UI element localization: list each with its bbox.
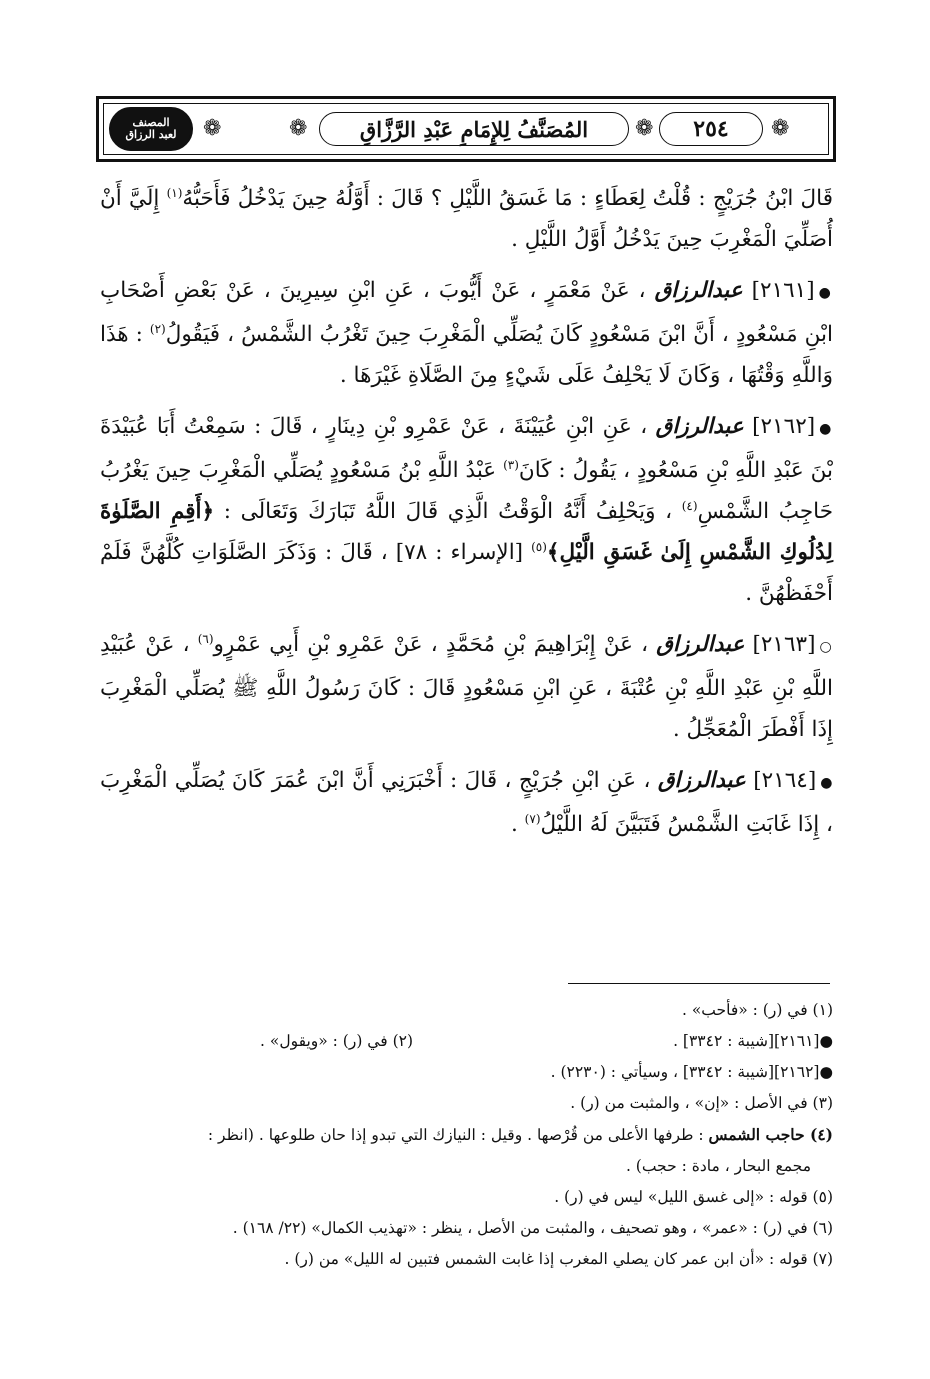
footnote-4 [100, 1119, 833, 1151]
hadith-number: [٢١٦٤] [753, 768, 817, 793]
hadith-number: [٢١٦٣] [752, 632, 816, 657]
footnote-ref[interactable]: (٥) [531, 539, 547, 554]
text: ، عَنْ مَعْمَرٍ ، عَنْ أَيُّوبَ ، عَنِ ابْنِ سِيرِينَ ، عَنْ بَعْضِ أَصْحَابِ ابْنِ مَسْعُودٍ ، أَنَّ ابْنَ مَسْعُودٍ كَانَ يُصَلِّي الْمَغْرِبَ حِينَ تَغْرُبُ الشَّمْسُ ، فَيَقُولُ [100, 278, 833, 347]
text: عَبْدُ اللَّهِ بْنُ مَسْعُودٍ يُصَلِّي الْمَغْرِبَ حِينَ يَغْرُبُ حَاجِبُ الشَّمْسِ [100, 458, 834, 524]
footnote-separator [568, 983, 830, 984]
hadith-marker-icon: ● [820, 775, 833, 791]
footnote-4-continued: مجمع البحار ، مادة : حجب) . [625, 1157, 811, 1175]
footnote-7: (٧) قوله : «أن ابن عمر كان يصلي المغرب إذا غابت الشمس فتبين له الليل» من (ر) . [284, 1250, 833, 1268]
footnote-ref[interactable]: (٢) [149, 321, 166, 336]
footnote-term: (٤) حاجب الشمس [708, 1125, 833, 1144]
footnote-6: (٦) في (ر) : «عمر» ، وهو تصحيف ، والمثبت من الأصل ، ينظر : «تهذيب الكمال» (٢٢/ ١٦٨) . [232, 1219, 833, 1237]
page-number-cartouche [659, 112, 763, 146]
hadith-2162 [100, 406, 833, 614]
footnote-source-2162: ●[٢١٦٢][شيبة : ٣٣٤٢] ، وسيأتي : (٢٢٣٠) . [550, 1063, 833, 1081]
main-text [100, 178, 833, 855]
author-name: عبدالرزاق [656, 632, 745, 657]
author-name: عبدالرزاق [657, 768, 746, 793]
text: إِلَيَّ أَنْ أُصَلِّيَ الْمَغْرِبَ حِينَ يَدْخُلُ أَوَّلُ اللَّيْلِ . [100, 186, 833, 252]
text: ، وَيَحْلِفُ أَنَّهُ الْوَقْتُ الَّذِي قَالَ اللَّهُ تَبَارَكَ وَتَعَالَى : [214, 499, 682, 524]
footnote-ref[interactable]: (٣) [503, 457, 519, 472]
text: ، عَنْ إِبْرَاهِيمَ بْنِ مُحَمَّدٍ ، عَنْ عَمْرِو بْنِ أَبِي عَمْرٍو [213, 632, 649, 657]
footnote-ref[interactable]: (٧) [524, 811, 541, 826]
verse-reference: [الإسراء : ٧٨] [395, 540, 532, 565]
hadith-marker-icon: ● [818, 285, 833, 301]
author-name: عبدالرزاق [655, 414, 744, 439]
text: ، قَالَ : وَذَكَرَ الصَّلَوَاتِ كُلَّهُنَّ فَلَمْ أَحْفَظْهُنَّ . [100, 540, 833, 606]
footnote-text: : طرفها الأعلى من قُرْصها . وقيل : النيازك التي تبدو إذا حان طلوعها . (انظر : [207, 1126, 709, 1144]
quran-verse: ﴿أَقِمِ الصَّلَوٰةَ لِدُلُوكِ الشَّمْسِ إِلَىٰ غَسَقِ الَّيْلِ﴾ [100, 499, 833, 565]
text: ، عَنْ عُبَيْدِ اللَّهِ بْنِ عَبْدِ اللَّهِ بْنِ عُتْبَةَ ، عَنِ ابْنِ مَسْعُودٍ قَالَ : كَانَ رَسُولُ اللَّهِ ﷺ يُصَلِّي الْمَغْرِبَ إِذَا أَفْطَرَ الْمُعَجِّلُ . [100, 632, 833, 742]
book-emblem [109, 107, 193, 151]
hadith-2163 [100, 624, 833, 750]
footnote-ref[interactable]: (١) [166, 185, 183, 200]
footnote-2: (٢) في (ر) : «ويقول» . [260, 1032, 414, 1050]
emblem-line: المصنف [132, 116, 170, 130]
footnote-5: (٥) قوله : «إلى غسق الليل» ليس في (ر) . [554, 1188, 833, 1206]
hadith-number: [٢١٦١] [751, 278, 815, 303]
hadith-marker-icon: ● [819, 421, 833, 437]
ornament-icon: ❁ [771, 116, 788, 141]
hadith-2164 [100, 760, 833, 845]
paragraph-intro [100, 178, 833, 260]
title-cartouche [319, 112, 629, 146]
book-title: المُصَنَّفُ لِلإِمَامِ عَبْدِ الرَّزَّاقِ [359, 116, 589, 142]
ornament-icon: ❁ [635, 116, 652, 141]
footnote-source-2161: ●[٢١٦١][شيبة : ٣٣٤٢] . [673, 1032, 833, 1050]
emblem-line: لعبد الرزاق [125, 128, 177, 141]
footnote-ref[interactable]: (٦) [197, 631, 214, 646]
text: ، عَنِ ابْنِ عُيَيْنَةَ ، عَنْ عَمْرِو بْنِ دِينَارٍ ، قَالَ : سَمِعْتُ أَبَا عُبَيْدَةَ بْنَ عَبْدِ اللَّهِ بْنِ مَسْعُودٍ ، يَقُولُ : كَانَ [100, 414, 833, 483]
footnote-ref[interactable]: (٤) [681, 498, 698, 513]
text: قَالَ ابْنُ جُرَيْجٍ : قُلْتُ لِعَطَاءٍ : مَا غَسَقُ اللَّيْلِ ؟ قَالَ : أَوَّلُهُ حِينَ يَدْخُلُ فَأَحَبُّهُ [182, 186, 833, 211]
text: . [511, 812, 525, 837]
ornament-icon: ❁ [203, 116, 220, 141]
page-number: ٢٥٤ [693, 116, 729, 142]
footnote-1: (١) في (ر) : «فأحب» . [681, 1001, 833, 1019]
hadith-number: [٢١٦٢] [752, 414, 816, 439]
hadith-2161 [100, 270, 833, 396]
page-header [96, 96, 836, 162]
footnotes [100, 995, 833, 1275]
author-name: عبدالرزاق [654, 278, 743, 303]
footnote-row [100, 1026, 833, 1057]
text: : هَذَا وَاللَّهِ وَقْتُهَا ، وَكَانَ لَا يَحْلِفُ عَلَى شَيْءٍ مِنَ الصَّلَاةِ غَيْرَهَا . [100, 322, 833, 388]
text: ، عَنِ ابْنِ جُرَيْجٍ ، قَالَ : أَخْبَرَنِي أَنَّ ابْنَ عُمَرَ كَانَ يُصَلِّي الْمَغْرِبَ ، إِذَا غَابَتِ الشَّمْسُ فَتَبَيَّنَ لَهُ اللَّيْلُ [100, 768, 833, 837]
ornament-icon: ❁ [289, 116, 306, 141]
footnote-3: (٣) في الأصل : «إن» ، والمثبت من (ر) . [570, 1094, 833, 1112]
hadith-marker-icon: ○ [819, 639, 833, 655]
